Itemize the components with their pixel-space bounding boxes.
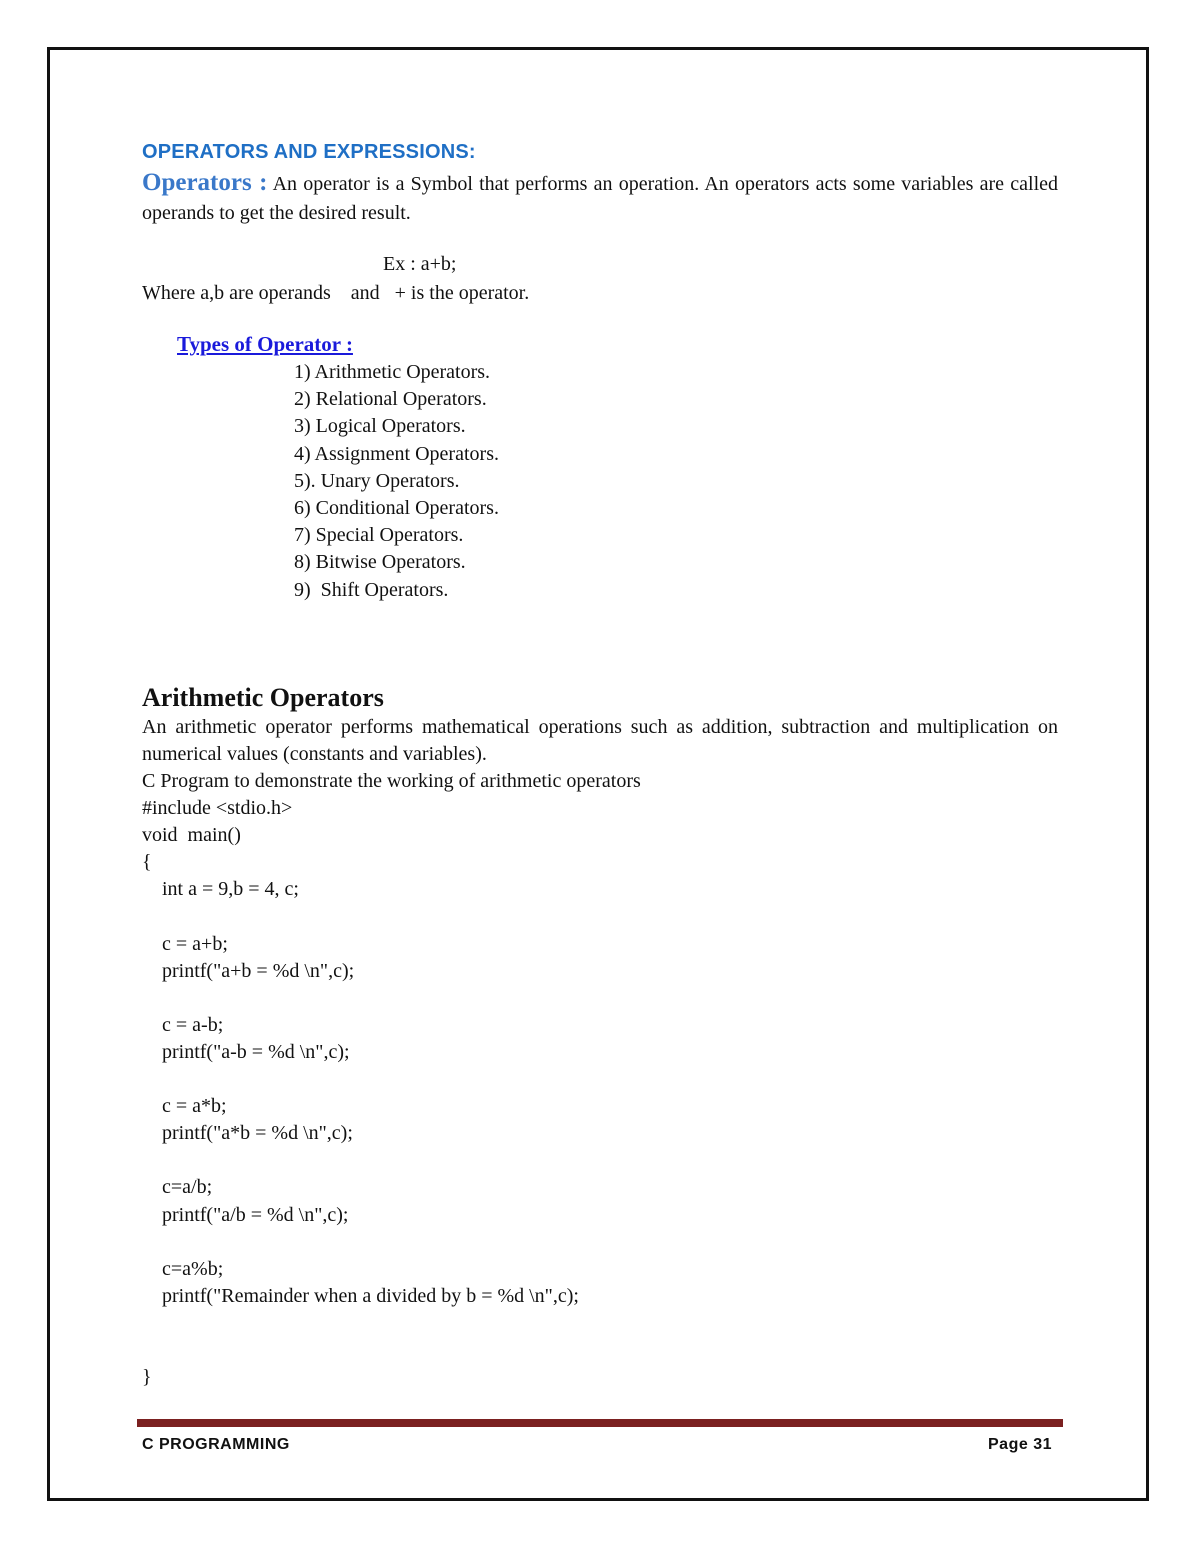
- arithmetic-heading: Arithmetic Operators: [142, 683, 384, 712]
- operators-colon: :: [251, 169, 268, 196]
- code-line: [142, 985, 641, 1012]
- code-line: printf("a+b = %d \n",c);: [142, 959, 355, 982]
- footer-title: C PROGRAMMING: [142, 1436, 290, 1453]
- operators-definition: An operator is a Symbol that performs an operation. An operators acts some variables are called operands to get the desired result.: [142, 173, 1058, 224]
- types-list: [294, 359, 499, 604]
- list-item: 2) Relational Operators.: [294, 388, 487, 411]
- code-line: }: [142, 1366, 152, 1389]
- footer-rule: [137, 1419, 1063, 1427]
- code-line: c = a*b;: [142, 1095, 227, 1118]
- code-line: int a = 9,b = 4, c;: [142, 878, 299, 901]
- arithmetic-paragraph: An arithmetic operator performs mathematical operations such as addition, subtraction and multiplication on numerical values (constants and variables).: [142, 716, 1058, 765]
- operators-paragraph: [142, 168, 1058, 228]
- code-line: printf("a/b = %d \n",c);: [142, 1203, 349, 1226]
- list-item: 5). Unary Operators.: [294, 469, 460, 492]
- code-line: c=a%b;: [142, 1257, 224, 1280]
- list-item: 4) Assignment Operators.: [294, 442, 499, 465]
- code-line: c=a/b;: [142, 1176, 213, 1199]
- code-block: [142, 768, 641, 1391]
- code-line: C Program to demonstrate the working of arithmetic operators: [142, 770, 641, 792]
- code-line: [142, 1147, 641, 1174]
- example-expression: Ex : a+b;: [383, 253, 457, 275]
- list-item: 9) Shift Operators.: [294, 578, 449, 601]
- operators-term: Operators: [142, 169, 252, 196]
- code-line: c = a-b;: [142, 1013, 224, 1036]
- list-item: 6) Conditional Operators.: [294, 497, 499, 520]
- code-line: printf("a*b = %d \n",c);: [142, 1122, 353, 1145]
- code-line: {: [142, 851, 152, 874]
- code-line: [142, 1229, 641, 1256]
- code-line: [142, 903, 641, 930]
- section-heading: OPERATORS AND EXPRESSIONS:: [142, 141, 476, 163]
- list-item: 1) Arithmetic Operators.: [294, 361, 491, 383]
- code-line: [142, 1310, 641, 1337]
- code-line: printf("a-b = %d \n",c);: [142, 1040, 350, 1063]
- list-item: 8) Bitwise Operators.: [294, 551, 466, 574]
- list-item: 7) Special Operators.: [294, 524, 464, 547]
- where-line: Where a,b are operands and + is the operator.: [142, 282, 530, 304]
- list-item: 3) Logical Operators.: [294, 415, 466, 438]
- code-line: [142, 1337, 641, 1364]
- page-number: Page 31: [988, 1436, 1052, 1453]
- code-line: c = a+b;: [142, 932, 228, 955]
- code-line: [142, 1066, 641, 1093]
- code-line: printf("Remainder when a divided by b = %d \n",c);: [142, 1284, 579, 1307]
- code-line: void main(): [142, 824, 241, 847]
- code-line: #include <stdio.h>: [142, 797, 293, 820]
- types-heading: Types of Operator :: [177, 332, 353, 356]
